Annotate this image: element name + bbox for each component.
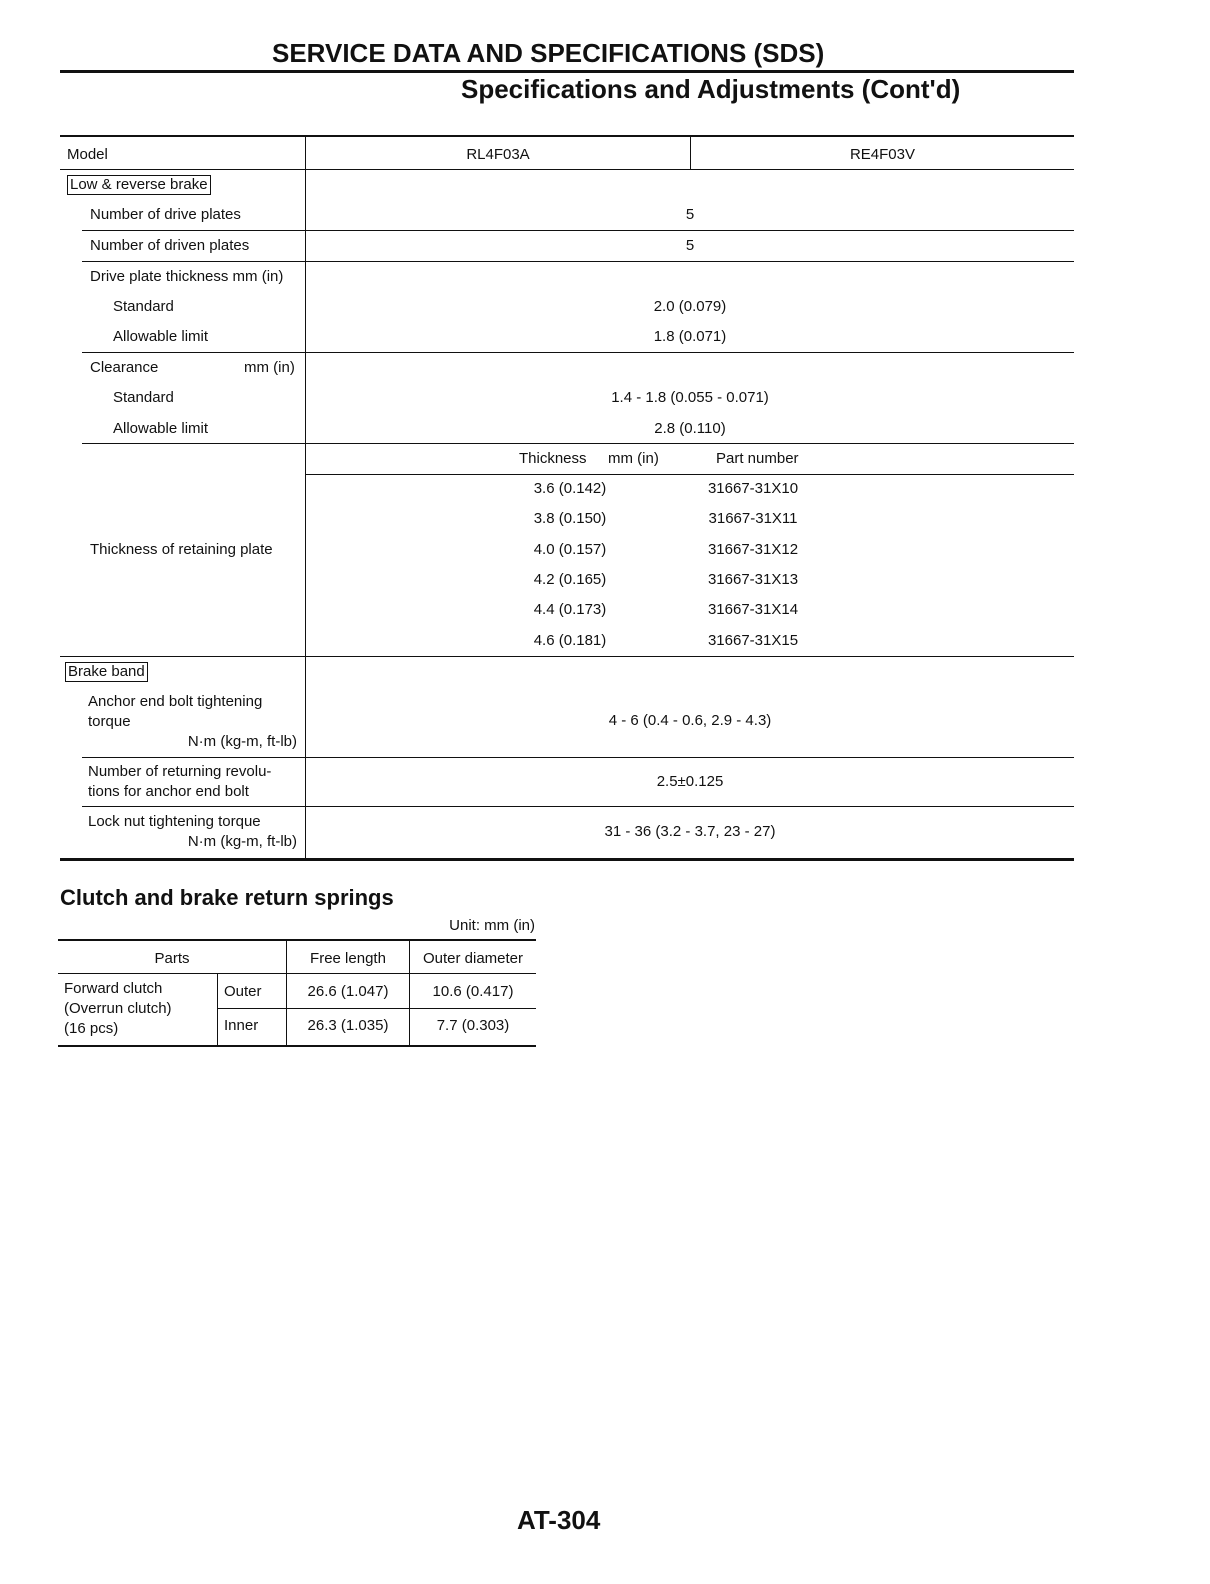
driven-plates-value: 5: [685, 237, 695, 254]
model-re4f03v: RE4F03V: [849, 146, 916, 163]
retaining-part-number: 31667-31X15: [707, 632, 799, 649]
returning-label-line2: tions for anchor end bolt: [88, 783, 249, 800]
thickness-standard-value: 2.0 (0.079): [653, 298, 727, 315]
page-subtitle: Specifications and Adjustments (Cont'd): [461, 74, 961, 104]
retaining-part-number: 31667-31X14: [707, 601, 799, 618]
springs-col-parts: Parts: [154, 950, 190, 967]
retaining-col-unit: mm (in): [608, 450, 659, 467]
model-label: Model: [67, 146, 108, 163]
section-brake-band: Brake band: [65, 662, 148, 682]
springs-col-free-length: Free length: [310, 950, 386, 967]
clearance-standard-label: Standard: [113, 389, 174, 406]
retaining-thickness: 4.2 (0.165): [533, 571, 607, 588]
title-rule: [60, 70, 1074, 73]
anchor-unit: N·m (kg-m, ft-lb): [187, 733, 297, 750]
drive-plate-thickness-label: Drive plate thickness mm (in): [90, 268, 284, 285]
retaining-part-number: 31667-31X12: [707, 541, 799, 558]
locknut-label: Lock nut tightening torque: [88, 813, 261, 830]
retaining-part-number: 31667-31X13: [707, 571, 799, 588]
clearance-label: Clearance: [90, 359, 159, 376]
retaining-thickness: 3.6 (0.142): [533, 480, 607, 497]
retaining-thickness: 4.6 (0.181): [533, 632, 607, 649]
retaining-thickness: 4.4 (0.173): [533, 601, 607, 618]
thickness-standard-label: Standard: [113, 298, 174, 315]
springs-group-line1: Forward clutch: [64, 980, 163, 997]
model-rl4f03a: RL4F03A: [466, 146, 530, 163]
spring-part: Inner: [224, 1017, 259, 1034]
spring-outer-diameter: 7.7 (0.303): [436, 1017, 510, 1034]
clearance-limit-label: Allowable limit: [113, 420, 209, 437]
retaining-part-number: 31667-31X10: [707, 480, 799, 497]
drive-plates-value: 5: [685, 206, 695, 223]
spring-part: Outer: [224, 983, 262, 1000]
returning-label-line1: Number of returning revolu-: [88, 763, 272, 780]
spring-outer-diameter: 10.6 (0.417): [432, 983, 514, 1000]
spring-free-length: 26.3 (1.035): [307, 1017, 389, 1034]
anchor-label-line2: torque: [88, 713, 131, 730]
section-low-reverse-brake: Low & reverse brake: [67, 175, 211, 195]
retaining-thickness: 4.0 (0.157): [533, 541, 607, 558]
page-title: SERVICE DATA AND SPECIFICATIONS (SDS): [272, 38, 825, 68]
retaining-col-part: Part number: [716, 450, 799, 467]
springs-group-line3: (16 pcs): [64, 1020, 119, 1037]
page-number: AT-304: [517, 1505, 601, 1535]
clearance-standard-value: 1.4 - 1.8 (0.055 - 0.071): [611, 389, 769, 406]
driven-plates-label: Number of driven plates: [90, 237, 250, 254]
clearance-unit: mm (in): [244, 359, 295, 376]
locknut-unit: N·m (kg-m, ft-lb): [187, 833, 297, 850]
springs-title: Clutch and brake return springs: [60, 885, 394, 910]
retaining-col-thickness: Thickness: [519, 450, 587, 467]
spring-free-length: 26.6 (1.047): [307, 983, 389, 1000]
springs-unit: Unit: mm (in): [449, 917, 535, 934]
thickness-limit-value: 1.8 (0.071): [653, 328, 727, 345]
locknut-value: 31 - 36 (3.2 - 3.7, 23 - 27): [604, 823, 776, 840]
thickness-limit-label: Allowable limit: [113, 328, 209, 345]
retaining-thickness: 3.8 (0.150): [533, 510, 607, 527]
springs-group-line2: (Overrun clutch): [64, 1000, 172, 1017]
springs-col-outer-diameter: Outer diameter: [422, 950, 524, 967]
retaining-part-number: 31667-31X11: [708, 510, 798, 527]
clearance-limit-value: 2.8 (0.110): [654, 420, 726, 437]
drive-plates-label: Number of drive plates: [90, 206, 241, 223]
retaining-plate-label: Thickness of retaining plate: [90, 541, 273, 558]
anchor-torque-value: 4 - 6 (0.4 - 0.6, 2.9 - 4.3): [608, 712, 772, 729]
returning-value: 2.5±0.125: [656, 773, 724, 790]
anchor-label-line1: Anchor end bolt tightening: [88, 693, 263, 710]
